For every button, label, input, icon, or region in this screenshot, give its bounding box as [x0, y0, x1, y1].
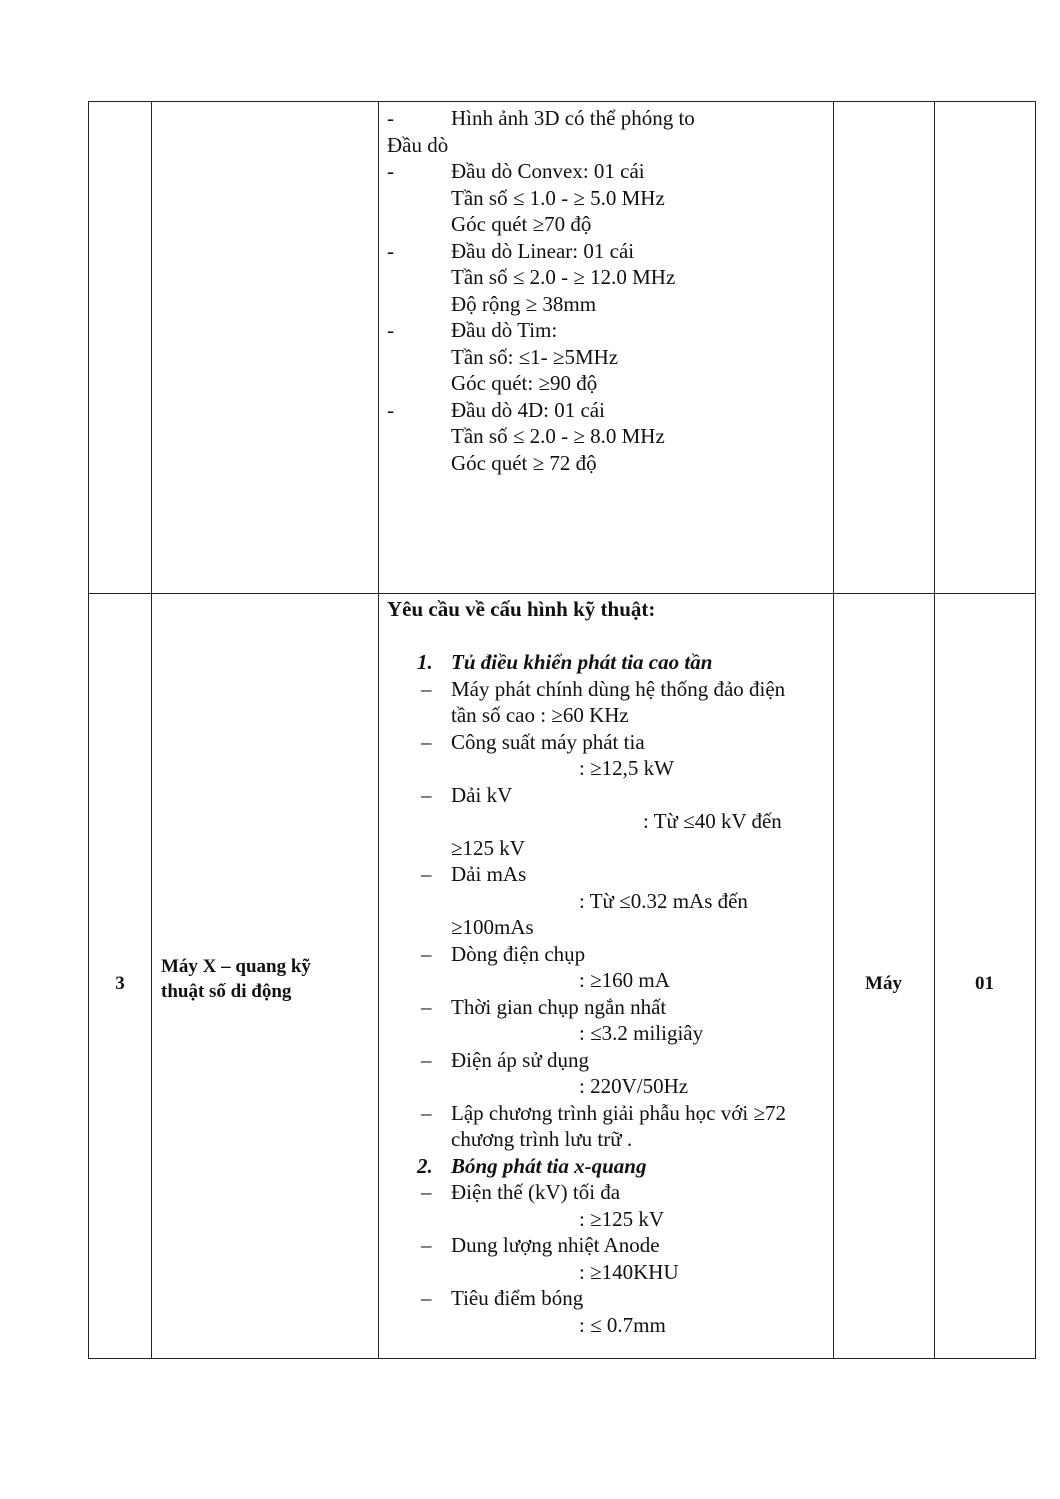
spec-subheading: Đầu dò — [387, 132, 449, 157]
spec-line: – Dòng điện chụp — [421, 941, 586, 966]
section-title: 2. Bóng phát tia x-quang — [417, 1153, 647, 1178]
spec-value: : Từ ≤40 kV đến — [643, 809, 782, 833]
spec-line: - Đầu dò Convex: 01 cái — [387, 159, 645, 183]
spec-value: : ≥160 mA — [579, 968, 670, 992]
spec-line: - Đầu dò 4D: 01 cái — [387, 397, 605, 422]
section-title: 1. Tủ điều khiển phát tia cao tần — [417, 650, 713, 674]
col-divider-unit — [934, 102, 935, 1358]
spec-line: - Hình ảnh 3D có thể phóng to — [387, 106, 695, 130]
row-item-name — [161, 954, 371, 1004]
spec-line: Góc quét ≥ 72 độ — [451, 450, 597, 475]
xray-spec-cell — [387, 596, 827, 1338]
spec-value: : ≥125 kV — [579, 1206, 665, 1231]
spec-value: : 220V/50Hz — [579, 1074, 689, 1098]
row-stt: 3 — [115, 973, 125, 994]
spec-value: ≥125 kV — [451, 835, 525, 860]
spec-line: – Dải kV — [421, 782, 513, 807]
spec-value: : ≤ 0.7mm — [579, 1312, 666, 1337]
spec-line: – Tiêu điểm bóng — [421, 1286, 584, 1310]
spec-line: – Công suất máy phát tia — [421, 729, 645, 754]
spec-line: tần số cao : ≥60 KHz — [451, 703, 629, 727]
spec-line: Góc quét ≥70 độ — [451, 212, 592, 236]
row-quantity: 01 — [975, 973, 994, 994]
spec-line: Tần số: ≤1- ≥5MHz — [451, 344, 619, 369]
spec-line: – Dung lượng nhiệt Anode — [421, 1233, 660, 1257]
spec-line: – Điện áp sử dụng — [421, 1047, 589, 1072]
spec-line: – Thời gian chụp ngắn nhất — [421, 994, 667, 1019]
spec-line: - Đầu dò Linear: 01 cái — [387, 238, 635, 263]
spec-line: – Điện thế (kV) tối đa — [421, 1180, 621, 1204]
spec-heading: Yêu cầu về cấu hình kỹ thuật: — [387, 597, 656, 621]
spec-value: ≥100mAs — [451, 915, 534, 939]
spec-value: : ≥12,5 kW — [579, 756, 674, 780]
spec-line: Góc quét: ≥90 độ — [451, 371, 598, 395]
spec-line: chương trình lưu trữ . — [451, 1127, 633, 1151]
item-name-line: Máy X – quang kỹ — [161, 956, 311, 977]
col-divider-stt — [151, 102, 152, 1358]
spec-value: : Từ ≤0.32 mAs đến — [579, 888, 748, 913]
spec-line: Tần số ≤ 2.0 - ≥ 8.0 MHz — [451, 424, 665, 448]
spec-value: : ≤3.2 miligiây — [579, 1021, 704, 1045]
col-divider-spec — [833, 102, 834, 1358]
spec-line: - Đầu dò Tim: — [387, 318, 558, 342]
row-divider — [89, 593, 1035, 594]
spec-line: – Máy phát chính dùng hệ thống đảo điện — [421, 676, 786, 701]
probe-spec-cell — [387, 105, 827, 476]
item-name-line: thuật số di động — [161, 981, 292, 1002]
spec-line: Tần số ≤ 2.0 - ≥ 12.0 MHz — [451, 265, 676, 289]
spec-line: – Lập chương trình giải phẫu học với ≥72 — [421, 1100, 786, 1125]
spec-line: Độ rộng ≥ 38mm — [451, 291, 597, 316]
row-unit: Máy — [865, 973, 902, 994]
spec-value: : ≥140KHU — [579, 1259, 679, 1284]
col-divider-name — [378, 102, 379, 1358]
spec-table — [88, 101, 1036, 1359]
spec-line: Tần số ≤ 1.0 - ≥ 5.0 MHz — [451, 185, 665, 210]
spec-line: – Dải mAs — [421, 862, 527, 886]
